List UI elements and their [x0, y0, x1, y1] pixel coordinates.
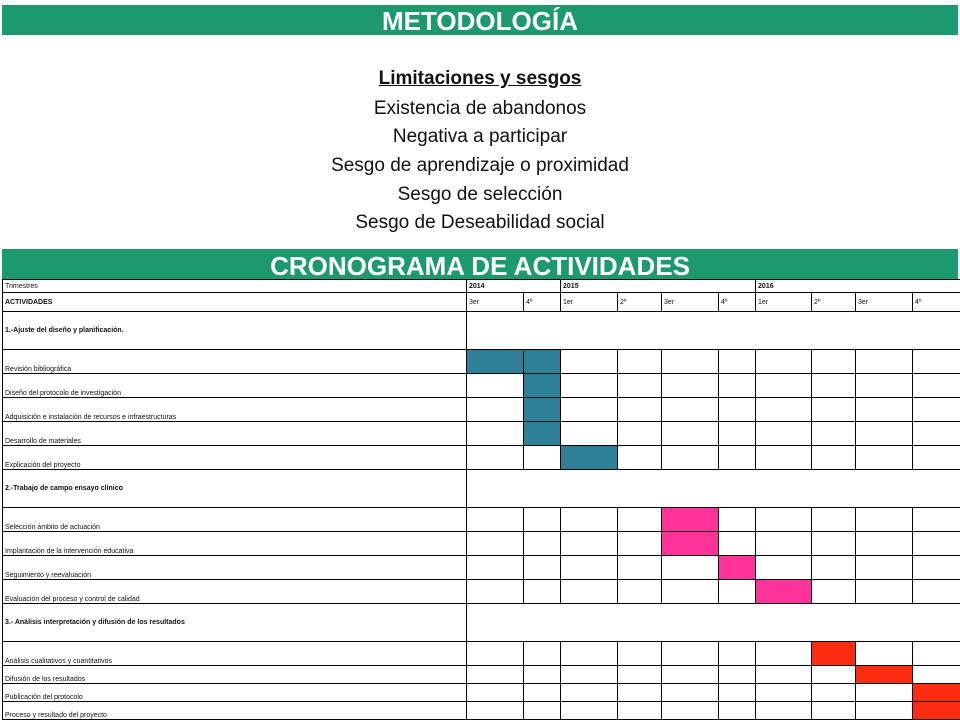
- gantt-cell: [662, 580, 719, 604]
- section-span-cell: [467, 604, 960, 642]
- gantt-cell: [719, 422, 756, 446]
- activity-row: [3, 684, 960, 702]
- gantt-bar-cell: [812, 642, 856, 666]
- section-title: 3.- Análisis interpretación y difusión de los resultados: [3, 604, 467, 642]
- gantt-cell: [618, 556, 662, 580]
- activity-label: Seguimiento y reevaluación: [3, 556, 467, 580]
- gantt-cell: [856, 642, 913, 666]
- gantt-cell: [756, 350, 812, 374]
- gantt-cell: [561, 666, 618, 684]
- quarter-header: 2º: [618, 293, 662, 312]
- gantt-cell: [662, 666, 719, 684]
- gantt-cell: [756, 556, 812, 580]
- gantt-cell: [561, 702, 618, 720]
- gantt-cell: [662, 398, 719, 422]
- activity-label: Publicación del protocolo: [3, 684, 467, 702]
- gantt-cell: [467, 642, 524, 666]
- gantt-cell: [719, 702, 756, 720]
- gantt-cell: [812, 374, 856, 398]
- activity-label: Diseño del protocolo de investigación: [3, 374, 467, 398]
- gantt-cell: [524, 642, 561, 666]
- gantt-bar-cell: [662, 508, 719, 532]
- gantt-cell: [856, 580, 913, 604]
- gantt-bar-cell: [561, 446, 618, 470]
- gantt-cell: [524, 684, 561, 702]
- gantt-cell: [913, 666, 960, 684]
- gantt-cell: [618, 684, 662, 702]
- gantt-cell: [561, 580, 618, 604]
- gantt-cell: [856, 446, 913, 470]
- gantt-bar-cell: [524, 422, 561, 446]
- activity-label: Análisis cualitativos y cuantitativos: [3, 642, 467, 666]
- gantt-cell: [524, 532, 561, 556]
- quarter-header: 3er: [856, 293, 913, 312]
- activity-row: [3, 508, 960, 532]
- limitation-item: Negativa a participar: [392, 126, 568, 147]
- year-header: 2015: [561, 280, 756, 293]
- gantt-cell: [756, 666, 812, 684]
- gantt-cell: [524, 446, 561, 470]
- activity-row: [3, 374, 960, 398]
- gantt-cell: [913, 374, 960, 398]
- gantt-cell: [719, 350, 756, 374]
- gantt-cell: [756, 532, 812, 556]
- gantt-table: [2, 279, 960, 720]
- gantt-bar-cell: [913, 702, 960, 720]
- gantt-cell: [856, 702, 913, 720]
- section-row: [3, 604, 960, 642]
- quarter-header: 3er: [467, 293, 524, 312]
- gantt-cell: [719, 374, 756, 398]
- gantt-cell: [856, 422, 913, 446]
- section-title: 2.-Trabajo de campo ensayo clínico: [3, 470, 467, 508]
- gantt-cell: [662, 374, 719, 398]
- quarter-header: 4º: [524, 293, 561, 312]
- activity-row: [3, 532, 960, 556]
- activity-label: Proceso y resultado del proyecto: [3, 702, 467, 720]
- section-title: 1.-Ajuste del diseño y planificación.: [3, 312, 467, 350]
- gantt-cell: [561, 422, 618, 446]
- gantt-cell: [561, 684, 618, 702]
- gantt-cell: [467, 580, 524, 604]
- gantt-bar-cell: [719, 556, 756, 580]
- section-row: [3, 470, 960, 508]
- gantt-cell: [467, 684, 524, 702]
- gantt-cell: [618, 350, 662, 374]
- quarter-header: 1er: [561, 293, 618, 312]
- gantt-cell: [618, 508, 662, 532]
- section-row: [3, 312, 960, 350]
- gantt-cell: [913, 508, 960, 532]
- quarter-header: 1er: [756, 293, 812, 312]
- gantt-bar-cell: [856, 666, 913, 684]
- gantt-cell: [856, 556, 913, 580]
- gantt-cell: [561, 556, 618, 580]
- activity-label: Explicación del proyecto: [3, 446, 467, 470]
- gantt-cell: [618, 580, 662, 604]
- gantt-cell: [618, 374, 662, 398]
- year-header: 2014: [467, 280, 561, 293]
- gantt-cell: [618, 398, 662, 422]
- gantt-cell: [756, 446, 812, 470]
- gantt-cell: [856, 398, 913, 422]
- gantt-cell: [913, 350, 960, 374]
- gantt-cell: [467, 556, 524, 580]
- limitation-item: Sesgo de aprendizaje o proximidad: [331, 155, 629, 176]
- activity-label: Evaluación del proceso y control de calidad: [3, 580, 467, 604]
- gantt-cell: [719, 446, 756, 470]
- trimestres-label: Trimestres: [3, 280, 467, 293]
- limitation-item: Sesgo de selección: [397, 184, 563, 205]
- gantt-bar-cell: [524, 374, 561, 398]
- gantt-cell: [812, 666, 856, 684]
- quarter-header: 3er: [662, 293, 719, 312]
- activity-row: [3, 350, 960, 374]
- gantt-cell: [662, 702, 719, 720]
- gantt-cell: [662, 350, 719, 374]
- gantt-cell: [913, 446, 960, 470]
- activity-row: [3, 580, 960, 604]
- actividades-label: ACTIVIDADES: [3, 293, 467, 312]
- activity-label: Implantación de la intervención educativa: [3, 532, 467, 556]
- gantt-cell: [913, 556, 960, 580]
- gantt-cell: [524, 702, 561, 720]
- gantt-cell: [812, 350, 856, 374]
- gantt-cell: [913, 422, 960, 446]
- gantt-bar-cell: [756, 580, 812, 604]
- activity-row: [3, 556, 960, 580]
- activity-label: Adquisición e instalación de recursos e infraestructuras: [3, 398, 467, 422]
- activity-label: Selección ámbito de actuación: [3, 508, 467, 532]
- gantt-cell: [618, 532, 662, 556]
- gantt-cell: [756, 422, 812, 446]
- gantt-cell: [618, 666, 662, 684]
- activity-label: Difusión de los resultados: [3, 666, 467, 684]
- gantt-cell: [561, 532, 618, 556]
- gantt-cell: [856, 374, 913, 398]
- gantt-cell: [719, 684, 756, 702]
- quarter-header: 2º: [812, 293, 856, 312]
- gantt-cell: [524, 666, 561, 684]
- methodology-header: METODOLOGÍA: [2, 5, 958, 35]
- gantt-cell: [856, 350, 913, 374]
- gantt-cell: [561, 508, 618, 532]
- quarter-header: 4º: [719, 293, 756, 312]
- gantt-cell: [719, 666, 756, 684]
- gantt-cell: [618, 702, 662, 720]
- activity-row: [3, 398, 960, 422]
- gantt-cell: [812, 580, 856, 604]
- gantt-cell: [524, 508, 561, 532]
- gantt-cell: [561, 398, 618, 422]
- gantt-cell: [756, 642, 812, 666]
- activity-label: Revisión bibliográfica: [3, 350, 467, 374]
- gantt-cell: [812, 532, 856, 556]
- gantt-cell: [662, 556, 719, 580]
- gantt-cell: [913, 398, 960, 422]
- gantt-cell: [719, 398, 756, 422]
- gantt-cell: [719, 642, 756, 666]
- gantt-cell: [662, 642, 719, 666]
- header-row-years: [3, 280, 960, 293]
- gantt-cell: [467, 532, 524, 556]
- gantt-cell: [618, 642, 662, 666]
- gantt-cell: [662, 684, 719, 702]
- gantt-cell: [662, 422, 719, 446]
- gantt-cell: [812, 422, 856, 446]
- gantt-cell: [812, 556, 856, 580]
- gantt-bar-cell: [467, 350, 524, 374]
- limitation-item: Existencia de abandonos: [373, 98, 587, 119]
- gantt-bar-cell: [913, 684, 960, 702]
- gantt-bar-cell: [524, 350, 561, 374]
- gantt-cell: [812, 684, 856, 702]
- limitations-title: Limitaciones y sesgos: [378, 68, 582, 89]
- gantt-cell: [719, 532, 756, 556]
- year-header: 2016: [756, 280, 960, 293]
- gantt-cell: [561, 350, 618, 374]
- gantt-cell: [913, 642, 960, 666]
- gantt-cell: [467, 446, 524, 470]
- header-row-quarters: [3, 293, 960, 312]
- gantt-cell: [467, 374, 524, 398]
- gantt-cell: [913, 532, 960, 556]
- gantt-cell: [467, 508, 524, 532]
- quarter-header: 4º: [913, 293, 960, 312]
- gantt-cell: [812, 702, 856, 720]
- gantt-cell: [856, 508, 913, 532]
- gantt-cell: [719, 508, 756, 532]
- gantt-cell: [467, 666, 524, 684]
- gantt-bar-cell: [662, 532, 719, 556]
- activity-row: [3, 702, 960, 720]
- gantt-cell: [719, 580, 756, 604]
- gantt-cell: [662, 446, 719, 470]
- gantt-cell: [756, 508, 812, 532]
- gantt-cell: [524, 556, 561, 580]
- gantt-cell: [812, 398, 856, 422]
- activity-row: [3, 666, 960, 684]
- gantt-cell: [812, 508, 856, 532]
- activity-row: [3, 446, 960, 470]
- activity-label: Desarrollo de materiales: [3, 422, 467, 446]
- gantt-cell: [756, 398, 812, 422]
- gantt-cell: [756, 702, 812, 720]
- gantt-cell: [756, 684, 812, 702]
- gantt-cell: [467, 398, 524, 422]
- section-span-cell: [467, 470, 960, 508]
- section-span-cell: [467, 312, 960, 350]
- gantt-cell: [856, 532, 913, 556]
- gantt-cell: [812, 446, 856, 470]
- gantt-cell: [856, 684, 913, 702]
- gantt-cell: [561, 642, 618, 666]
- gantt-cell: [561, 374, 618, 398]
- gantt-cell: [618, 422, 662, 446]
- activity-row: [3, 642, 960, 666]
- activity-row: [3, 422, 960, 446]
- limitation-item: Sesgo de Deseabilidad social: [355, 212, 605, 233]
- gantt-cell: [618, 446, 662, 470]
- gantt-cell: [913, 580, 960, 604]
- schedule-header: CRONOGRAMA DE ACTIVIDADES: [2, 249, 958, 279]
- gantt-cell: [756, 374, 812, 398]
- gantt-cell: [467, 422, 524, 446]
- gantt-cell: [467, 702, 524, 720]
- gantt-bar-cell: [524, 398, 561, 422]
- gantt-cell: [524, 580, 561, 604]
